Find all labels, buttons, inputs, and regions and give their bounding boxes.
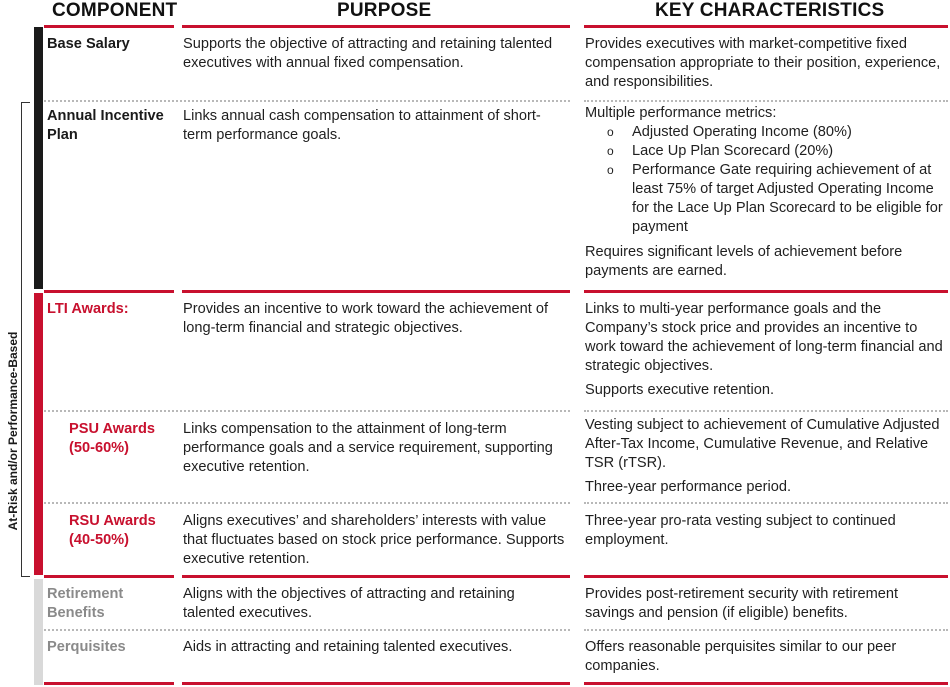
- row-separator: [44, 100, 570, 102]
- list-item: o Lace Up Plan Scorecard (20%): [607, 143, 834, 159]
- key-rsu-awards: Three-year pro-rata vesting subject to continued employment.: [585, 513, 896, 548]
- rule: [182, 682, 570, 685]
- rule: [44, 575, 174, 578]
- lti-bar: [34, 293, 43, 575]
- rule: [584, 575, 948, 578]
- bullet-icon: o: [607, 163, 614, 177]
- key-retirement-benefits: Provides post-retirement security with retirement savings and pension (if eligible) benefits.: [585, 586, 899, 621]
- purpose-lti-awards: Provides an incentive to work toward the achievement of long-term financial and strategic objectives.: [183, 301, 549, 336]
- fixed-pay-bar: [34, 27, 43, 289]
- component-base-salary: Base Salary: [47, 36, 130, 52]
- key-lti-awards: [585, 300, 947, 400]
- key-base-salary: Provides executives with market-competitive fixed compensation appropriate to their position, experience, and responsibilities.: [585, 36, 941, 90]
- component-retirement-benefits: Retirement Benefits: [47, 586, 124, 621]
- at-risk-bracket: [21, 102, 30, 577]
- key-annual-incentive-plan: [585, 104, 947, 281]
- rule: [584, 290, 948, 293]
- row-separator: [44, 502, 570, 504]
- row-separator: [584, 100, 948, 102]
- rule: [44, 290, 174, 293]
- header-component: COMPONENT: [52, 0, 178, 21]
- row-separator: [584, 629, 948, 631]
- header-key-characteristics: KEY CHARACTERISTICS: [655, 0, 885, 21]
- list-item: o Adjusted Operating Income (80%): [607, 124, 852, 140]
- lti-key-paragraph: Links to multi-year performance goals and the Company’s stock price and provides an incentive to work toward the achievement of long-term financial and strategic objectives.: [585, 301, 943, 374]
- row-separator: [584, 410, 948, 412]
- metrics-intro: Multiple performance metrics:: [585, 105, 777, 121]
- rule: [584, 682, 948, 685]
- bullet-icon: o: [607, 125, 614, 139]
- rule: [44, 25, 174, 28]
- rule: [44, 682, 174, 685]
- bullet-icon: o: [607, 144, 614, 158]
- header-purpose: PURPOSE: [337, 0, 432, 21]
- row-separator: [44, 410, 570, 412]
- purpose-rsu-awards: Aligns executives’ and shareholders’ interests with value that fluctuates based on stock price performance. Supports executive retention.: [183, 513, 565, 567]
- rule: [182, 25, 570, 28]
- lti-key-paragraph: Supports executive retention.: [585, 382, 775, 398]
- metrics-outro: Requires significant levels of achievement before payments are earned.: [585, 244, 903, 279]
- benefits-bar: [34, 579, 43, 685]
- purpose-base-salary: Supports the objective of attracting and retaining talented executives with annual fixed compensation.: [183, 36, 553, 71]
- list-item: o Performance Gate requiring achievement of at least 75% of target Adjusted Operating Income for the Lace Up Plan Scorecard to be eligible for payment: [607, 162, 943, 235]
- purpose-retirement-benefits: Aligns with the objectives of attracting and retaining talented executives.: [183, 586, 515, 621]
- purpose-psu-awards: Links compensation to the attainment of long-term performance goals and a service requirement, supporting executive retention.: [183, 421, 553, 475]
- key-perquisites: Offers reasonable perquisites similar to our peer companies.: [585, 639, 897, 674]
- component-annual-incentive-plan: Annual Incentive Plan: [47, 108, 164, 143]
- key-psu-awards: [585, 416, 947, 497]
- metrics-list: [585, 123, 947, 237]
- row-separator: [44, 629, 570, 631]
- rule: [182, 290, 570, 293]
- at-risk-label: At-Risk and/or Performance-Based: [6, 331, 20, 531]
- component-rsu-awards: RSU Awards (40-50%): [69, 513, 156, 548]
- psu-key-paragraph: Vesting subject to achievement of Cumulative Adjusted After-Tax Income, Cumulative Revenue, and Relative TSR (rTSR).: [585, 417, 940, 471]
- component-lti-awards: LTI Awards:: [47, 301, 129, 317]
- component-perquisites: Perquisites: [47, 639, 126, 655]
- row-separator: [584, 502, 948, 504]
- rule: [182, 575, 570, 578]
- psu-key-paragraph: Three-year performance period.: [585, 479, 792, 495]
- component-psu-awards: PSU Awards (50-60%): [69, 421, 155, 456]
- purpose-perquisites: Aids in attracting and retaining talented executives.: [183, 639, 513, 655]
- purpose-annual-incentive-plan: Links annual cash compensation to attainment of short-term performance goals.: [183, 108, 541, 143]
- rule: [584, 25, 948, 28]
